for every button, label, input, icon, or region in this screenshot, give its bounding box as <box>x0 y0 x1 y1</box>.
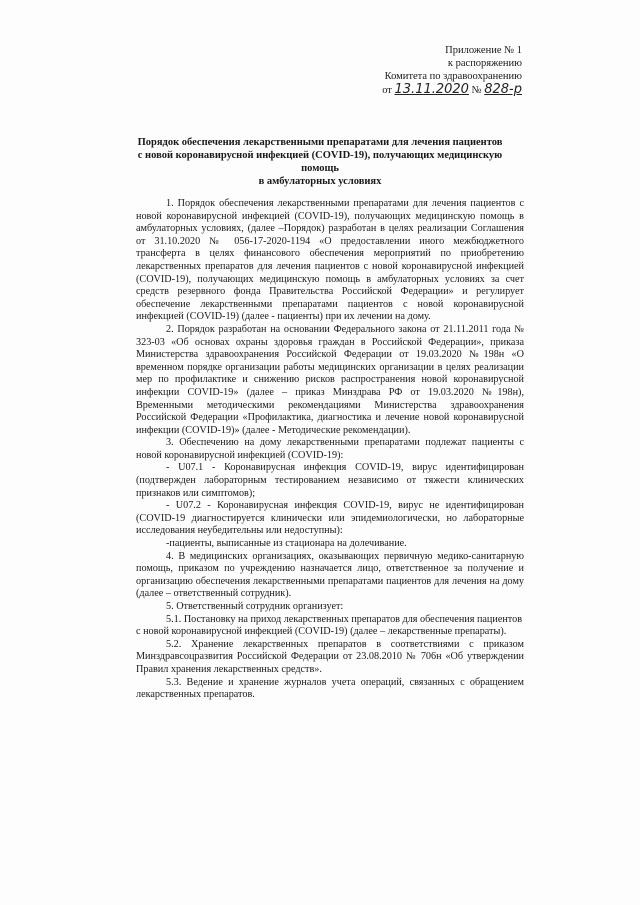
paragraph-4: 4. В медицинских организациях, оказывающих первичную медико-санитарную помощь, приказом по учреждению назначается лицо, ответственное за получение и организацию обеспечения лекарственными препаратами пациентов для лечения на дому (далее – ответственный сотрудник). <box>136 550 524 600</box>
document-title <box>120 136 520 188</box>
paragraph-5-1: 5.1. Постановку на приход лекарственных препаратов для обеспечения пациентов <box>166 613 523 625</box>
paragraph-u072: - U07.2 - Коронавирусная инфекция COVID-19, вирус не идентифицирован (COVID-19 диагностируется клинически или эпидемиологически, но лабораторные исследования неубедительны или недоступны): <box>136 500 524 537</box>
appendix-reference: к распоряжению <box>447 58 522 69</box>
title-line: в амбулаторных условиях <box>258 176 382 187</box>
paragraph-1: 1. Порядок обеспечения лекарственными препаратами для лечения пациентов с новой коронавирусной инфекцией (COVID-19), получающих медицинскую помощь в амбулаторных условиях, (далее –Порядок) разработан в целях реализации Соглашения от 31.10.2020 № 056-17-2020-1194 «О предоставлении иного межбюджетного трансферта в целях финансового обеспечения мероприятий по приобретению лекарственных препаратов для лечения пациентов с новой коронавирусной инфекцией (COVID-19), получающих медицинскую помощь в амбулаторных условиях за счет средств резервного фонда Правительства Российской Федерации» и регулирует обеспечение лекарственными препаратами пациентов с новой коронавирусной инфекцией (COVID-19) (далее - пациенты) при их лечении на дому. <box>136 198 524 323</box>
handwritten-date: 13.11.2020 <box>394 82 469 97</box>
appendix-header <box>382 44 522 97</box>
paragraph-5-3: 5.3. Ведение и хранение журналов учета операций, связанных с обращением лекарственных препаратов. <box>136 676 524 701</box>
appendix-committee: Комитета по здравоохранению <box>384 71 522 82</box>
paragraph-u071: - U07.1 - Коронавирусная инфекция COVID-19, вирус идентифицирован (подтвержден лабораторным тестированием независимо от тяжести клинических признаков или симптомов); <box>136 462 524 499</box>
document-body <box>136 198 524 702</box>
number-prefix: № <box>471 85 482 96</box>
appendix-title: Приложение № 1 <box>445 45 522 56</box>
title-line: Порядок обеспечения лекарственными препаратами для лечения пациентов <box>137 137 503 148</box>
date-prefix: от <box>382 85 392 96</box>
paragraph-2: 2. Порядок разработан на основании Федерального закона от 21.11.2011 года № 323-03 «Об основах охраны здоровья граждан в Российской Федерации», приказа Министерства здравоохранения Российской Федерации от 19.03.2020 №198н «О временном порядке организации работы медицинских организации в целях реализации мер по профилактике и снижению рисков распространения новой коронавирусной инфекции COVID-19» (далее – приказ Минздрава РФ от 19.03.2020 №198н), Временными методическими рекомендациями Министерства здравоохранения Российской Федерации «Профилактика, диагностика и лечение новой коронавирусной инфекции (COVID-19)» (далее - Методические рекомендации). <box>136 323 524 436</box>
appendix-date-line <box>382 83 522 97</box>
paragraph-5: 5. Ответственный сотрудник организует: <box>166 601 344 612</box>
title-line: с новой коронавирусной инфекцией (COVID-19), получающих медицинскую помощь <box>137 150 503 174</box>
paragraph-5-2: 5.2. Хранение лекарственных препаратов в соответствиями с приказом Минздравсоцразвития Российской Федерации от 23.08.2010 № 706н «Об утверждении Правил хранения лекарственных средств». <box>136 638 524 675</box>
paragraph-5-1-cont: с новой коронавирусной инфекцией (COVID-19) (далее – лекарственные препараты). <box>136 626 507 638</box>
paragraph-3: 3. Обеспечению на дому лекарственными препаратами подлежат пациенты с новой коронавирусной инфекцией (COVID-19): <box>136 437 524 461</box>
paragraph-discharged: -пациенты, выписанные из стационара на долечивание. <box>166 538 407 550</box>
handwritten-number: 828-р <box>484 82 522 97</box>
